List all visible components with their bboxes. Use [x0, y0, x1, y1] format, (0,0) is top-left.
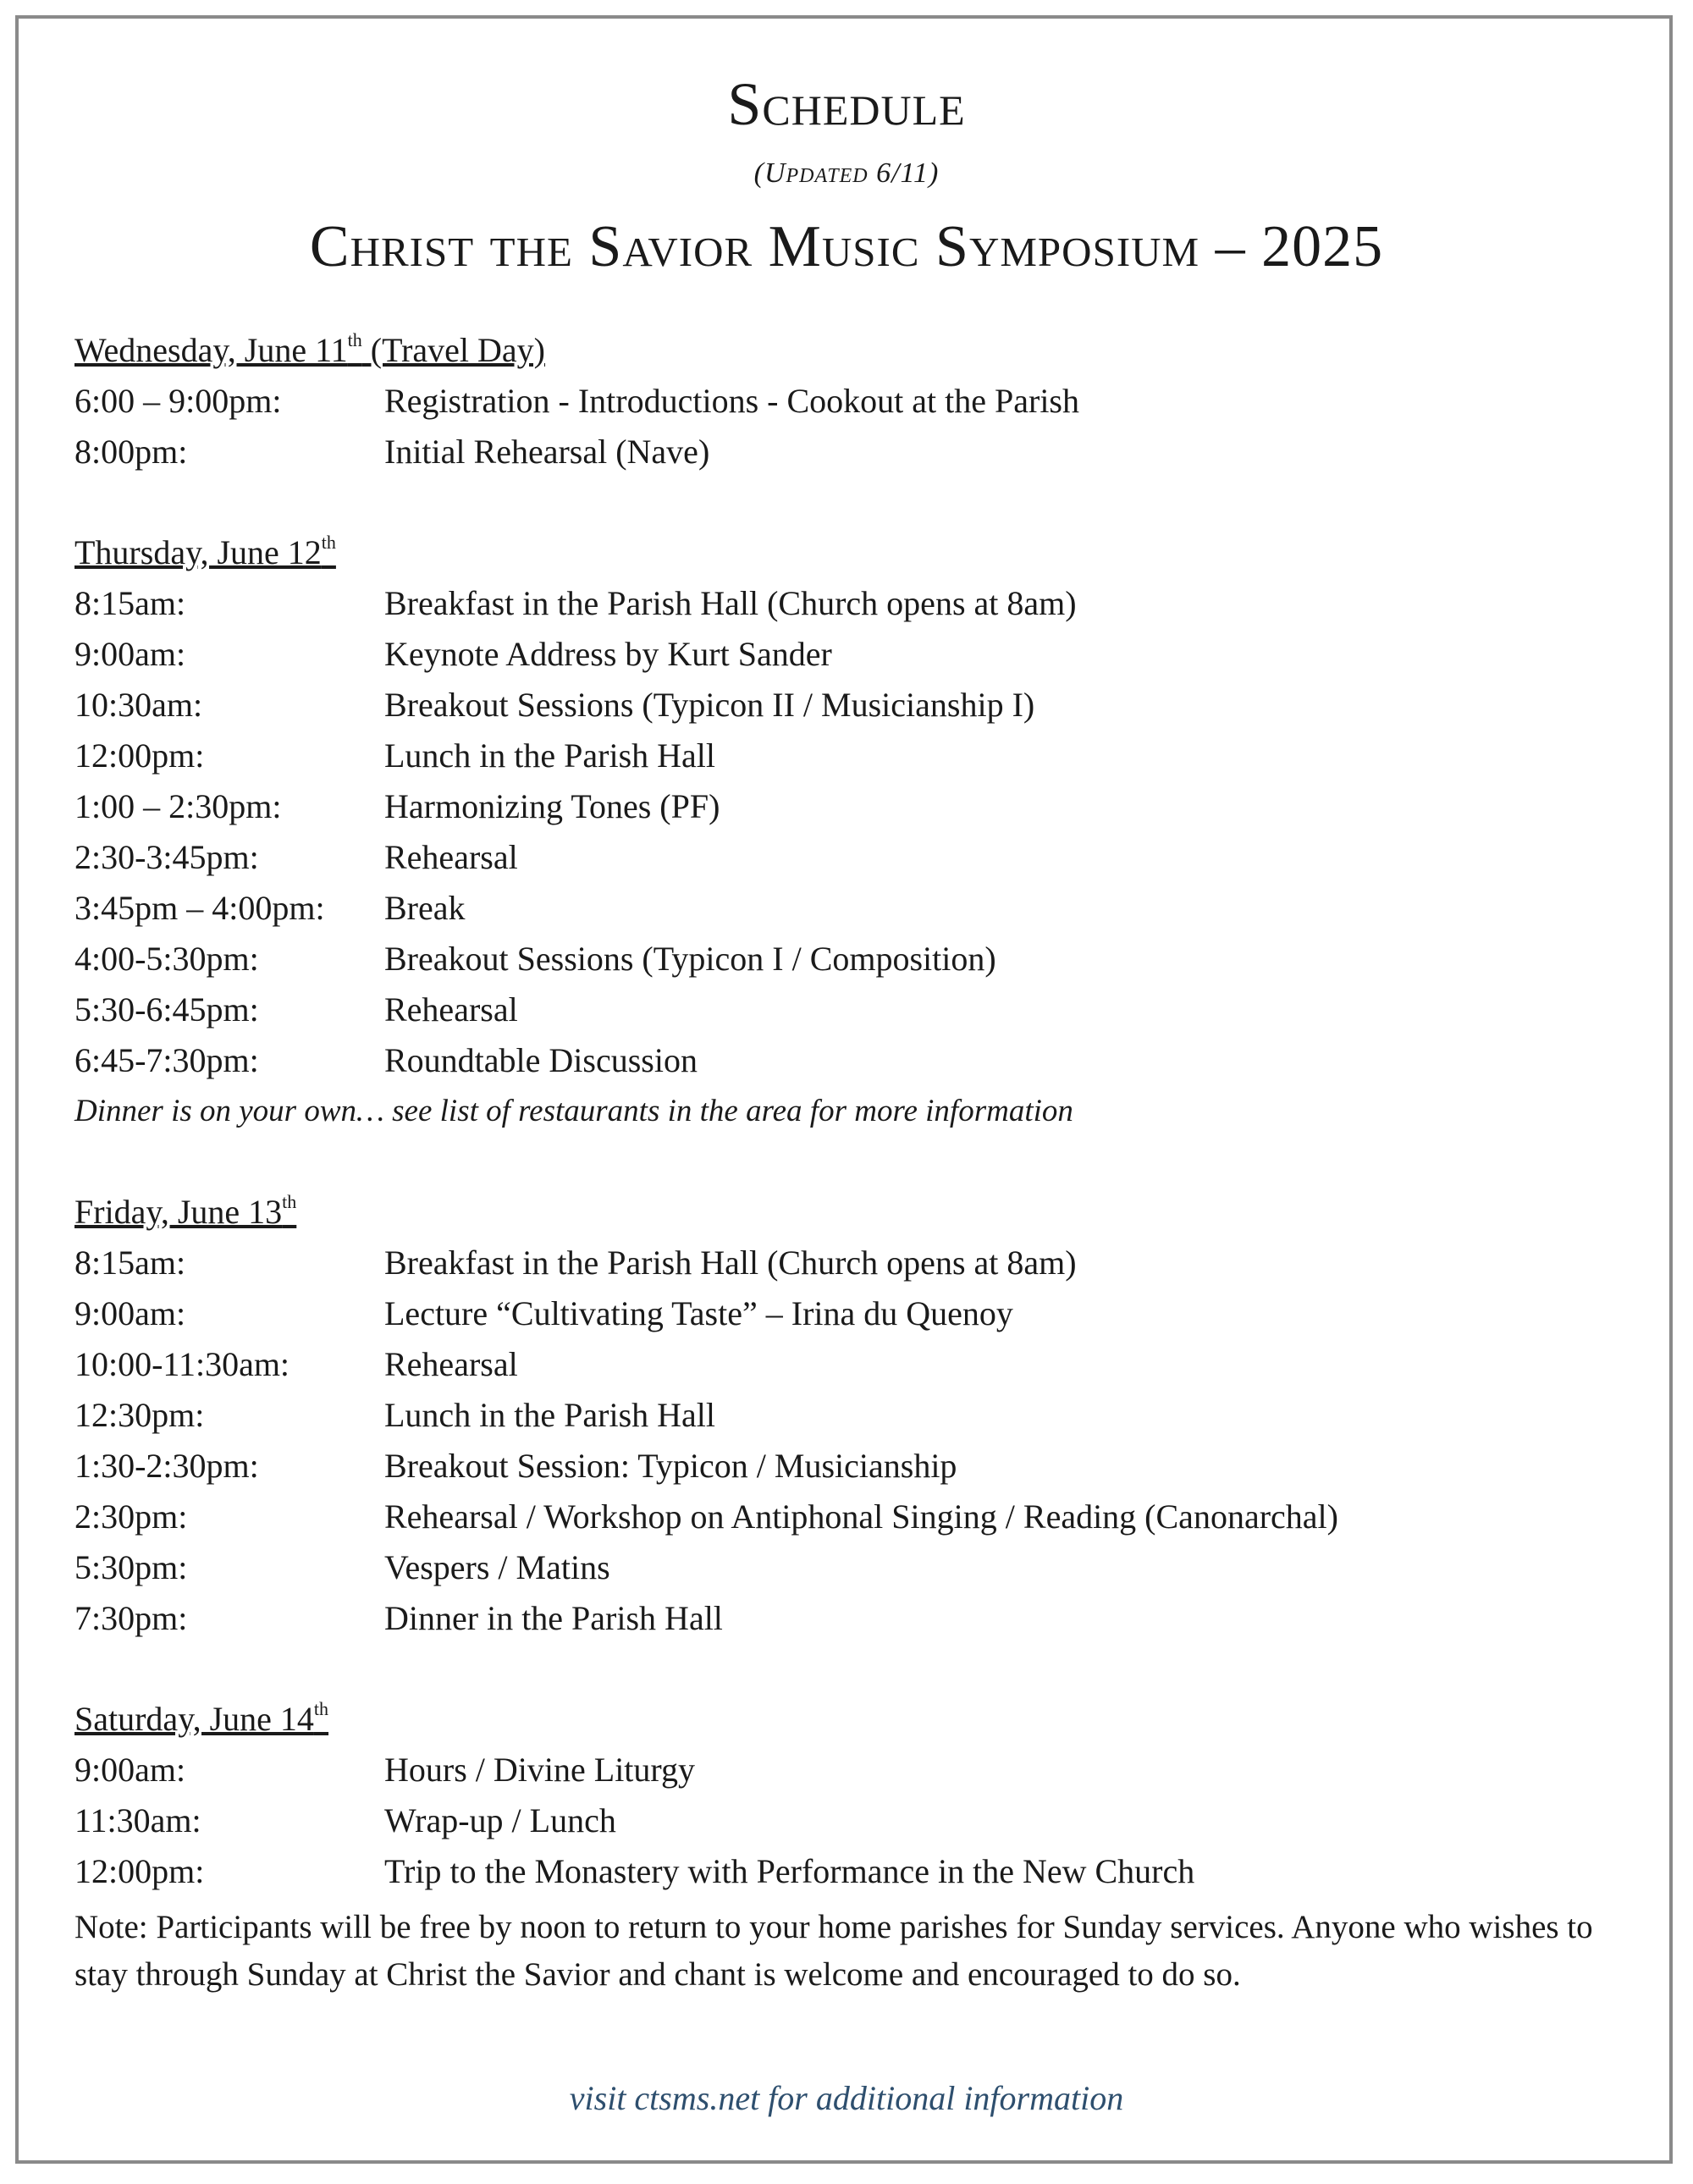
schedule-row: [74, 1339, 1624, 1390]
day-ordinal: th: [347, 329, 362, 350]
schedule-time: 8:15am:: [74, 1244, 186, 1282]
schedule-row: [74, 781, 1624, 832]
schedule-event: Breakfast in the Parish Hall (Church opens at 8am): [384, 584, 1077, 622]
schedule-time: 12:30pm:: [74, 1396, 205, 1434]
schedule-row: [74, 1593, 1624, 1644]
schedule-event: Vespers / Matins: [384, 1548, 610, 1586]
schedule-event: Rehearsal: [384, 1345, 518, 1383]
updated-note: (Updated 6/11): [753, 157, 940, 189]
schedule-event: Initial Rehearsal (Nave): [384, 433, 710, 471]
schedule-event: Hours / Divine Liturgy: [384, 1751, 696, 1789]
schedule-time: 8:00pm:: [74, 433, 188, 471]
schedule-event: Breakout Session: Typicon / Musicianship: [384, 1447, 957, 1485]
schedule-row: [74, 680, 1624, 731]
schedule-row: [74, 629, 1624, 680]
schedule-event: Roundtable Discussion: [384, 1041, 698, 1079]
footer-link-text: visit ctsms.net for additional information: [569, 2079, 1124, 2117]
day-label: Wednesday, June 11: [74, 331, 348, 369]
schedule-row: [74, 1035, 1624, 1086]
schedule-event: Trip to the Monastery with Performance in the New Church: [384, 1852, 1195, 1890]
schedule-time: 4:00-5:30pm:: [74, 940, 259, 978]
schedule-row: [74, 1492, 1624, 1542]
day-heading-saturday: [74, 1694, 1624, 1745]
schedule-event: Breakout Sessions (Typicon II / Musicianship I): [384, 686, 1035, 724]
spacer: [74, 1137, 1624, 1187]
schedule-time: 9:00am:: [74, 1294, 186, 1332]
schedule-time: 2:30pm:: [74, 1497, 188, 1536]
schedule-row: [74, 578, 1624, 629]
schedule-event: Registration - Introductions - Cookout at the Parish: [384, 382, 1079, 420]
schedule-time: 7:30pm:: [74, 1599, 188, 1637]
schedule-time: 9:00am:: [74, 1751, 186, 1789]
schedule-time: 6:00 – 9:00pm:: [74, 382, 282, 420]
day-heading-wednesday: [74, 325, 1624, 376]
day-label: Saturday, June 14: [74, 1700, 314, 1738]
schedule-event: Keynote Address by Kurt Sander: [384, 635, 832, 673]
schedule-row: [74, 1238, 1624, 1288]
schedule-content: [74, 325, 1624, 1999]
schedule-row: [74, 1846, 1624, 1897]
schedule-time: 5:30pm:: [74, 1548, 188, 1586]
schedule-row: [74, 731, 1624, 781]
schedule-row: [74, 427, 1624, 477]
schedule-row: [74, 1745, 1624, 1795]
schedule-time: 10:00-11:30am:: [74, 1345, 290, 1383]
schedule-event: Breakfast in the Parish Hall (Church opens at 8am): [384, 1244, 1077, 1282]
day-ordinal: th: [313, 1698, 329, 1719]
schedule-event: Breakout Sessions (Typicon I / Composition): [384, 940, 996, 978]
dinner-note: Dinner is on your own… see list of restaurants in the area for more information: [74, 1094, 1073, 1128]
day-ordinal: th: [282, 1191, 297, 1212]
schedule-row: [74, 934, 1624, 984]
day-suffix: (Travel Day): [361, 331, 545, 369]
spacer: [74, 477, 1624, 527]
schedule-row: [74, 883, 1624, 934]
schedule-row: [74, 1441, 1624, 1492]
schedule-time: 3:45pm – 4:00pm:: [74, 889, 325, 927]
schedule-time: 10:30am:: [74, 686, 203, 724]
closing-note: Note: Participants will be free by noon to return to your home parishes for Sunday services. Anyone who wishes to stay through Sunday at Christ the Savior and chant is welcome and encouraged to do so.: [74, 1909, 1593, 1993]
day-heading-friday: [74, 1187, 1624, 1238]
schedule-row: [74, 984, 1624, 1035]
schedule-time: 11:30am:: [74, 1801, 201, 1839]
schedule-time: 1:30-2:30pm:: [74, 1447, 259, 1485]
schedule-event: Rehearsal: [384, 990, 518, 1029]
day-label: Thursday, June 12: [74, 533, 322, 571]
day-heading-thursday: [74, 527, 1624, 578]
schedule-event: Break: [384, 889, 466, 927]
schedule-event: Wrap-up / Lunch: [384, 1801, 616, 1839]
schedule-time: 5:30-6:45pm:: [74, 990, 259, 1029]
schedule-time: 12:00pm:: [74, 736, 205, 775]
schedule-event: Harmonizing Tones (PF): [384, 787, 720, 825]
schedule-time: 6:45-7:30pm:: [74, 1041, 259, 1079]
schedule-event: Lunch in the Parish Hall: [384, 1396, 716, 1434]
spacer: [74, 1644, 1624, 1694]
schedule-time: 1:00 – 2:30pm:: [74, 787, 282, 825]
schedule-row: [74, 1288, 1624, 1339]
schedule-event: Lecture “Cultivating Taste” – Irina du Quenoy: [384, 1294, 1013, 1332]
schedule-row: [74, 1390, 1624, 1441]
schedule-time: 8:15am:: [74, 584, 186, 622]
schedule-event: Lunch in the Parish Hall: [384, 736, 716, 775]
schedule-row: [74, 832, 1624, 883]
schedule-time: 9:00am:: [74, 635, 186, 673]
schedule-event: Rehearsal / Workshop on Antiphonal Singing / Reading (Canonarchal): [384, 1497, 1338, 1536]
schedule-row: [74, 1795, 1624, 1846]
day-label: Friday, June 13: [74, 1193, 283, 1231]
day-ordinal: th: [321, 532, 336, 553]
schedule-row: [74, 376, 1624, 427]
schedule-row: [74, 1542, 1624, 1593]
event-title: Christ the Savior Music Symposium – 2025: [309, 214, 1384, 279]
schedule-event: Rehearsal: [384, 838, 518, 876]
page-title: Schedule: [727, 70, 966, 138]
schedule-time: 2:30-3:45pm:: [74, 838, 259, 876]
schedule-time: 12:00pm:: [74, 1852, 205, 1890]
schedule-event: Dinner in the Parish Hall: [384, 1599, 723, 1637]
